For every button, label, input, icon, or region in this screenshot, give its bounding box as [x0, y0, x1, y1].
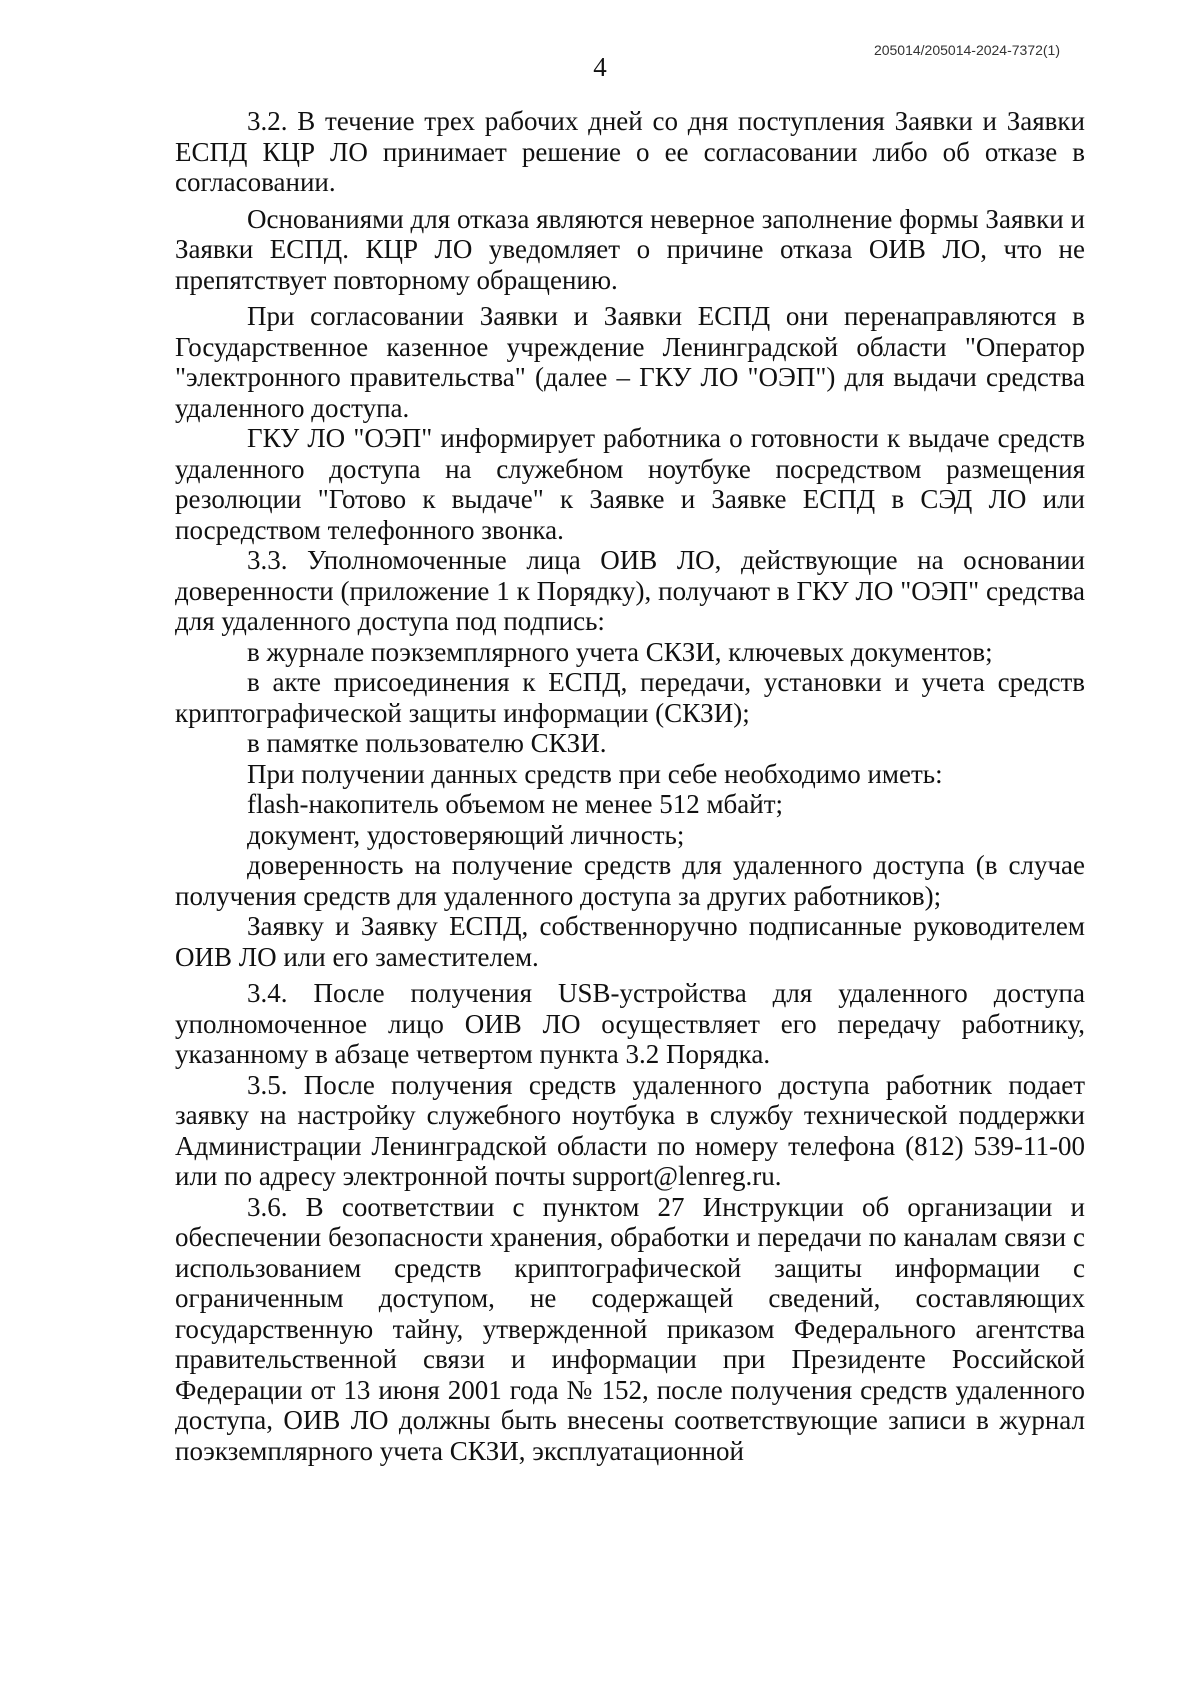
- list-item-power-of-attorney: доверенность на получение средств для удаленного доступа (в случае получения средств для удаленного доступа за других работников);: [175, 850, 1085, 911]
- list-item-flash-drive: flash-накопитель объемом не менее 512 мбайт;: [247, 789, 784, 819]
- document-body: [175, 106, 1085, 1466]
- paragraph-3-2: 3.2. В течение трех рабочих дней со дня поступления Заявки и Заявки ЕСПД КЦР ЛО принимает решение о ее согласовании либо об отказе в согласовании.: [175, 106, 1085, 197]
- page-number: 4: [593, 52, 607, 82]
- list-item-id-document: документ, удостоверяющий личность;: [247, 819, 685, 850]
- document-registration-number: 205014/205014-2024-7372(1): [873, 42, 1060, 58]
- paragraph-3-5: 3.5. После получения средств удаленного доступа работник подает заявку на настройку служебного ноутбука в службу технической поддержки Администрации Ленинградской области по номеру телефона (812) 539-11-00 или по адресу электронной почты support@lenreg.ru.: [175, 1069, 1085, 1191]
- paragraph-required-items: При получении данных средств при себе необходимо иметь:: [247, 758, 943, 789]
- list-item-signed-requests: Заявку и Заявку ЕСПД, собственноручно подписанные руководителем ОИВ ЛО или его заместителем.: [175, 911, 1085, 972]
- paragraph-refusal-grounds: Основаниями для отказа являются неверное заполнение формы Заявки и Заявки ЕСПД. КЦР ЛО уведомляет о причине отказа ОИВ ЛО, что не препятствует повторному обращению.: [175, 203, 1085, 295]
- paragraph-3-3: 3.3. Уполномоченные лица ОИВ ЛО, действующие на основании доверенности (приложение 1 к Порядку), получают в ГКУ ЛО "ОЭП" средства для удаленного доступа под подпись:: [175, 545, 1085, 636]
- list-item-journal: в журнале поэкземплярного учета СКЗИ, ключевых документов;: [247, 636, 993, 667]
- paragraph-approval-redirect: При согласовании Заявки и Заявки ЕСПД они перенаправляются в Государственное казенное учреждение Ленинградской области "Оператор "электронного правительства" (далее – ГКУ ЛО "ОЭП") для выдачи средства удаленного доступа.: [175, 301, 1085, 423]
- paragraph-3-4: 3.4. После получения USB-устройства для удаленного доступа уполномоченное лицо ОИВ ЛО осуществляет его передачу работнику, указанному в абзаце четвертом пункта 3.2 Порядка.: [175, 978, 1085, 1069]
- list-item-memo: в памятке пользователю СКЗИ.: [247, 728, 607, 758]
- paragraph-3-6: 3.6. В соответствии с пунктом 27 Инструкции об организации и обеспечении безопасности хранения, обработки и передачи по каналам связи с использованием средств криптографической защиты информации с ограниченным доступом, не содержащей сведений, составляющих государственную тайну, утвержденной приказом Федерального агентства правительственной связи и информации при Президенте Российской Федерации от 13 июня 2001 года № 152, после получения средств удаленного доступа, ОИВ ЛО должны быть внесены соответствующие записи в журнал поэкземплярного учета СКЗИ, эксплуатационной: [175, 1191, 1085, 1466]
- paragraph-readiness-notice: ГКУ ЛО "ОЭП" информирует работника о готовности к выдаче средств удаленного доступа на служебном ноутбуке посредством размещения резолюции "Готово к выдаче" к Заявке и Заявке ЕСПД в СЭД ЛО или посредством телефонного звонка.: [175, 423, 1085, 545]
- list-item-act: в акте присоединения к ЕСПД, передачи, установки и учета средств криптографической защиты информации (СКЗИ);: [175, 667, 1085, 728]
